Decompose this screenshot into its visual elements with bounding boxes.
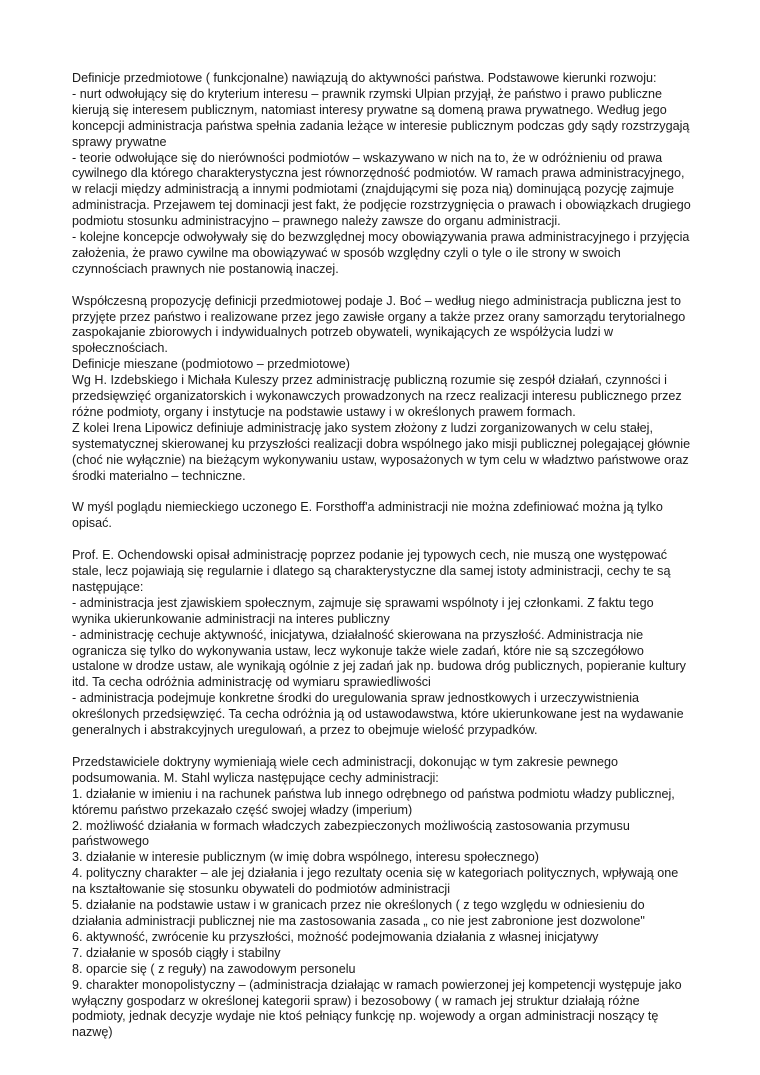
text-line: - kolejne koncepcje odwoływały się do bezwzględnej mocy obowiązywania prawa administracyjnego i przyjęcia założenia, że prawo cywilne ma obowiązywać w sposób względny czyli o tyle o ile strony w swoich czynnościach prawnych nie postanowią inaczej. [72,230,690,276]
list-item: 7. działanie w sposób ciągły i stabilny [72,945,281,960]
text-line: - nurt odwołujący się do kryterium interesu – prawnik rzymski Ulpian przyjął, że państwo i prawo publiczne kierują się interesem publicznym, natomiast interesy prywatne są domeną prawa prywatnego. Według jego koncepcji administracja państwa spełnia zadania leżące w interesie publicznym podczas gdy sądy rozstrzygają sprawy prywatne [72,86,690,149]
text-line: - administracja podejmuje konkretne środki do uregulowania spraw jednostkowych i urzeczywistnienia określonych przedsięwzięć. Ta cecha odróżnia ją od ustawodawstwa, które ukierunkowane jest na wydawanie generalnych i abstrakcyjnych uregulowań, a przez to obejmuje wielość przypadków. [72,691,684,738]
list-item: 5. działanie na podstawie ustaw i w granicach przez nie określonych ( z tego względu w odniesieniu do działania administracji publicznej nie ma zastosowania zasada „ co nie jest zabronione jest dozwolone" [72,898,645,928]
paragraph-functional-definitions [72,71,692,278]
text-line: Współczesną propozycję definicji przedmiotowej podaje J. Boć – według niego administracja publiczna jest to przyjęte przez państwo i realizowane przez jego zawisłe organy a także przez orany samorządu terytorialnego zaspokajanie zbiorowych i indywidualnych potrzeb obywateli, wynikających ze współżycia ludzi w społecznościach. [72,293,686,356]
text-line: Definicje przedmiotowe ( funkcjonalne) nawiązują do aktywności państwa. Podstawowe kierunki rozwoju: [72,71,657,85]
text-line: Przedstawiciele doktryny wymieniają wiele cech administracji, dokonując w tym zakresie pewnego podsumowania. M. Stahl wylicza następujące cechy administracji: [72,754,618,785]
text-line: - administrację cechuje aktywność, inicjatywa, działalność skierowana na przyszłość. Administracja nie ogranicza się tylko do wykonywania ustaw, lecz wykonuje także wiele zadań, które nie są szczegółowo ustalone w drodze ustaw, ale wynikają ogólnie z jej zadań jak np. budowa dróg publicznych, popieranie kultury itd. Ta cecha odróżnia administrację od wymiaru sprawiedliwości [72,627,686,690]
text-line: Prof. E. Ochendowski opisał administrację poprzez podanie jej typowych cech, nie muszą one występować stale, lecz pojawiają się regularnie i dlatego są charakterystyczne dla samej istoty administracji, cechy te są następujące: [72,548,671,594]
list-item: 9. charakter monopolistyczny – (administracja działając w ramach powierzonej jej kompetencji występuje jako wyłączny gospodarz w określonej kategorii spraw) i bezosobowy ( w ramach jej struktur działają różne podmioty, jednak decyzje wydaje nie ktoś pełniący funkcję np. wojewody a organ administracji noszący tę nazwę) [72,977,682,1040]
list-item: 3. działanie w interesie publicznym (w imię dobra wspólnego, interesu społecznego) [72,850,539,865]
text-line: Z kolei Irena Lipowicz definiuje administrację jako system złożony z ludzi zorganizowanych w celu stałej, systematycznej skierowanej ku przyszłości realizacji dobra wspólnego jako misji publicznej polegającej głównie (choć nie wyłącznie) na bieżącym wykonywaniu ustaw, wyposażonych w tym celu w władztwo państwowe oraz środki materialno – techniczne. [72,420,691,483]
list-item: 6. aktywność, zwrócenie ku przyszłości, możność podejmowania działania z własnej inicjatywy [72,929,599,944]
paragraph-modern-definitions [72,294,692,485]
text-line: Wg H. Izdebskiego i Michała Kuleszy przez administrację publiczną rozumie się zespół działań, czynności i przedsięwzięć organizatorskich i wykonawczych prowadzonych na rzecz realizacji interesu publicznego przez różne podmioty, organy i instytucje na podstawie ustawy i w określonych prawem formach. [72,373,682,420]
text-line: Definicje mieszane (podmiotowo – przedmiotowe) [72,357,350,372]
text-line: - teorie odwołujące się do nierówności podmiotów – wskazywano w nich na to, że w odróżnieniu od prawa cywilnego dla którego charakterystyczna jest równorzędność podmiotów. W ramach prawa administracyjnego, w relacji między administracją a innymi podmiotami (znajdującymi się poza nią) dominującą pozycję zajmuje administracja. Przejawem tej dominacji jest fakt, że podjęcie rozstrzygnięcia o prawach i obowiązkach drugiego podmiotu stosunku administracyjno – prawnego należy zawsze do organu administracji. [72,150,691,229]
list-item: 8. oparcie się ( z reguły) na zawodowym personelu [72,961,356,976]
list-item: 4. polityczny charakter – ale jej działania i jego rezultaty ocenia się w kategoriach politycznych, wpływają one na kształtowanie się stosunku obywateli do podmiotów administracji [72,866,679,897]
text-line: W myśl poglądu niemieckiego uczonego E. Forsthoff'a administracji nie można zdefiniować można ją tylko opisać. [72,500,663,531]
paragraph-forsthoff [72,500,692,532]
list-item: 1. działanie w imieniu i na rachunek państwa lub innego odrębnego od państwa podmiotu władzy publicznej, któremu państwo przekazało część swojej władzy (imperium) [72,786,675,817]
paragraph-stahl-features [72,755,692,1041]
paragraph-ochendowski [72,548,692,739]
text-line: - administracja jest zjawiskiem społecznym, zajmuje się sprawami wspólnoty i jej członkami. Z faktu tego wynika ukierunkowanie administracji na interes publiczny [72,595,654,626]
list-item: 2. możliwość działania w formach władczych zabezpieczonych możliwością zastosowania przymusu państwowego [72,818,630,849]
document-page [72,71,692,1057]
